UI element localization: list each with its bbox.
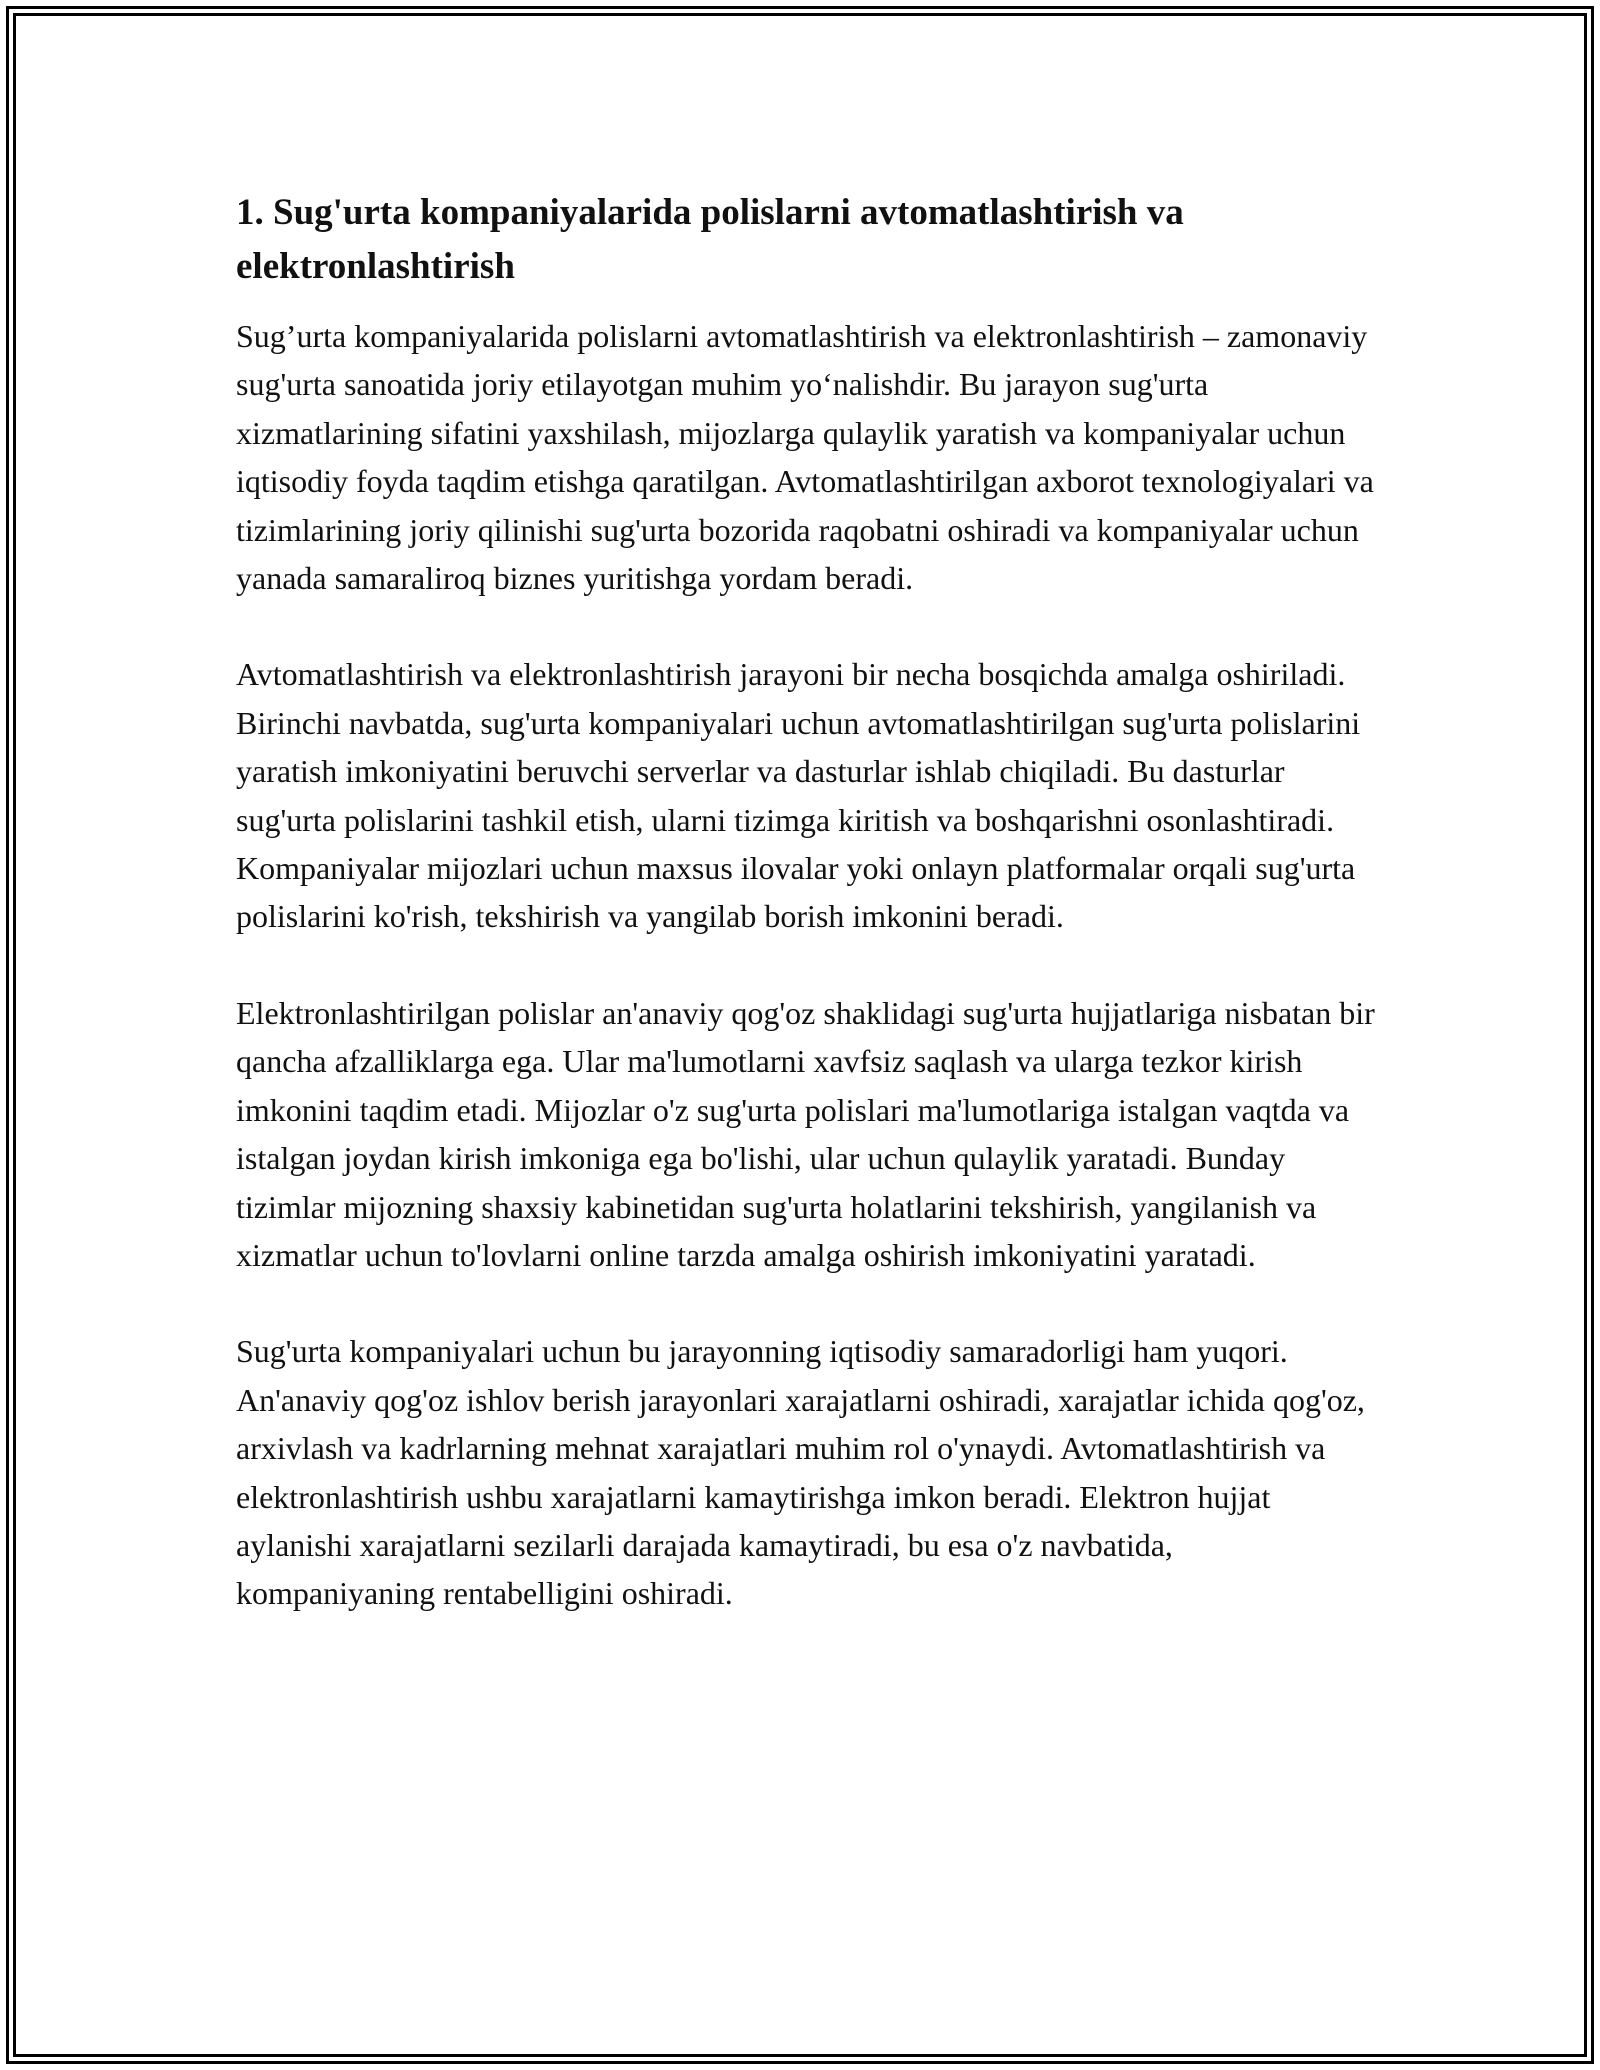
document-body	[236, 186, 1376, 1666]
paragraph-1: Sug’urta kompaniyalarida polislarni avtomatlashtirish va elektronlashtirish – zamonaviy sug'urta sanoatida joriy etilayotgan muhim yo‘nalishdir. Bu jarayon sug'urta xizmatlarining sifatini yaxshilash, mijozlarga qulaylik yaratish va kompaniyalar uchun iqtisodiy foyda taqdim etishga qaratilgan. Avtomatlashtirilgan axborot texnologiyalari va tizimlarining joriy qilinishi sug'urta bozorida raqobatni oshiradi va kompaniyalar uchun yanada samaraliroq biznes yuritishga yordam beradi.	[236, 318, 1374, 597]
paragraph-2: Avtomatlashtirish va elektronlashtirish jarayoni bir necha bosqichda amalga oshiriladi. Birinchi navbatda, sug'urta kompaniyalari uchun avtomatlashtirilgan sug'urta polislarini yaratish imkoniyatini beruvchi serverlar va dasturlar ishlab chiqiladi. Bu dasturlar sug'urta polislarini tashkil etish, ularni tizimga kiritish va boshqarishni osonlashtiradi. Kompaniyalar mijozlari uchun maxsus ilovalar yoki onlayn platformalar orqali sug'urta polislarini ko'rish, tekshirish va yangilab borish imkonini beradi.	[236, 656, 1361, 935]
paragraph-4: Sug'urta kompaniyalari uchun bu jarayonning iqtisodiy samaradorligi ham yuqori. An'anaviy qog'oz ishlov berish jarayonlari xarajatlarni oshiradi, xarajatlar ichida qog'oz, arxivlash va kadrlarning mehnat xarajatlari muhim rol o'ynaydi. Avtomatlashtirish va elektronlashtirish ushbu xarajatlarni kamaytirishga imkon beradi. Elektron hujjat aylanishi xarajatlarni sezilarli darajada kamaytiradi, bu esa o'z navbatida, kompaniyaning rentabelligini oshiradi.	[236, 1333, 1365, 1612]
paragraph-3: Elektronlashtirilgan polislar an'anaviy qog'oz shaklidagi sug'urta hujjatlariga nisbatan bir qancha afzalliklarga ega. Ular ma'lumotlarni xavfsiz saqlash va ularga tezkor kirish imkonini taqdim etadi. Mijozlar o'z sug'urta polislari ma'lumotlariga istalgan vaqtda va istalgan joydan kirish imkoniga ega bo'lishi, ular uchun qulaylik yaratadi. Bunday tizimlar mijozning shaxsiy kabinetidan sug'urta holatlarini tekshirish, yangilanish va xizmatlar uchun to'lovlarni online tarzda amalga oshirish imkoniyatini yaratadi.	[236, 994, 1375, 1273]
section-heading: 1. Sug'urta kompaniyalarida polislarni avtomatlashtirish va elektronlashtirish	[236, 192, 1184, 287]
